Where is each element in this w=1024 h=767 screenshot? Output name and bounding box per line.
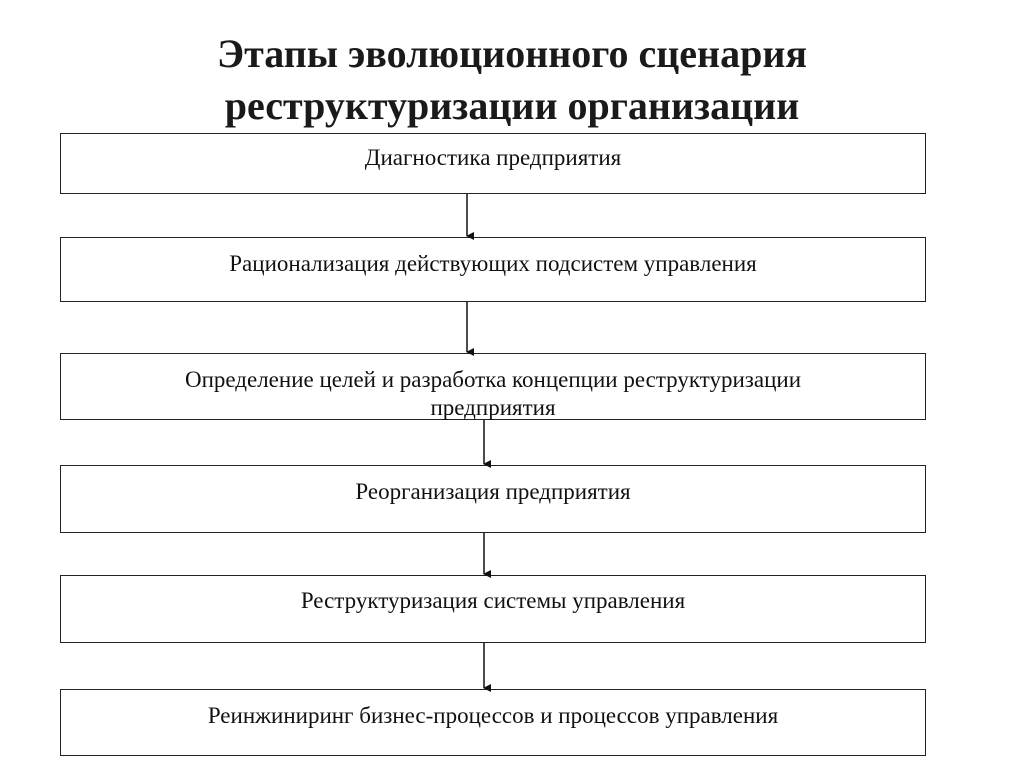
title-line-2: реструктуризации организации — [224, 83, 800, 128]
stage-label: Диагностика предприятия — [364, 145, 622, 170]
stage-reorganization — [60, 465, 926, 533]
stage-label-continued: предприятия — [430, 395, 556, 420]
stage-management-restructuring — [60, 575, 926, 643]
stage-label: Реинжиниринг бизнес-процессов и процессов управления — [207, 703, 779, 728]
title-line-1: Этапы эволюционного сценария — [217, 31, 807, 76]
stage-diagnostics — [60, 133, 926, 194]
stage-label: Реструктуризация системы управления — [300, 588, 686, 613]
stage-rationalization — [60, 237, 926, 302]
diagram-title — [0, 28, 1024, 132]
stage-reengineering — [60, 689, 926, 756]
stage-label: Рационализация действующих подсистем управления — [229, 251, 757, 276]
stage-label: Реорганизация предприятия — [355, 479, 631, 504]
stage-label: Определение целей и разработка концепции реструктуризации — [184, 367, 802, 392]
stage-goals-concept — [60, 353, 926, 420]
